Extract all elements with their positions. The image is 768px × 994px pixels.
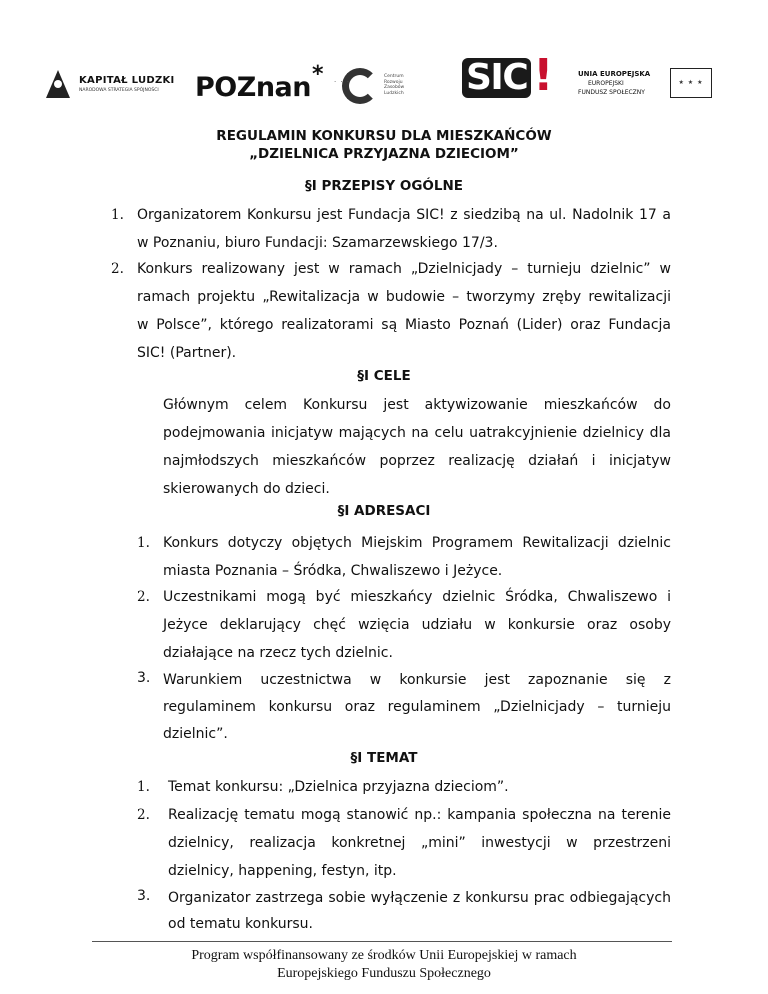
paragraph-line: najmłodszych mieszkańców poprzez realizację działań i inicjatyw (163, 453, 671, 469)
footer-divider (92, 941, 672, 942)
list-number: 3. (137, 888, 151, 904)
list-item-line: działające na rzecz tych dzielnic. (163, 645, 393, 661)
eu-logo: UNIA EUROPEJSKA EUROPEJSKI FUNDUSZ SPOŁECZNY ★ ★ ★ (578, 70, 708, 106)
list-item-line: Realizację tematu mogą stanowić np.: kampania społeczna na terenie (168, 807, 671, 823)
paragraph-line: Głównym celem Konkursu jest aktywizowanie mieszkańców do (163, 397, 671, 413)
eu-flag-icon: ★ ★ ★ (670, 68, 712, 98)
list-item-line: SIC! (Partner). (137, 345, 237, 361)
list-item-line: Uczestnikami mogą być mieszkańcy dzielnic Śródka, Chwaliszewo i (163, 589, 671, 605)
document-title-line2: „DZIELNICA PRZYJAZNA DZIECIOM” (249, 146, 519, 162)
list-item-line: Konkurs dotyczy objętych Miejskim Programem Rewitalizacji dzielnic (163, 535, 671, 551)
list-number: 1. (111, 207, 124, 223)
list-item-line: dzielnicy, happening, festyn, itp. (168, 863, 397, 879)
list-item-line: Temat konkursu: „Dzielnica przyjazna dzieciom”. (168, 779, 509, 795)
list-item-line: regulaminem konkursu oraz regulaminem „Dzielnicjady – turnieju (163, 699, 671, 715)
section-heading-adresaci: §I ADRESACI (337, 503, 431, 519)
list-item-line: dzielnicy, realizacja konkretnej „mini” inwestycji w przestrzeni (168, 835, 671, 851)
list-item-line: Warunkiem uczestnictwa w konkursie jest zapoznanie się z (163, 672, 671, 688)
list-number: 2. (137, 589, 150, 605)
kapital-ludzki-logo: KAPITAŁ LUDZKI NARODOWA STRATEGIA SPÓJNOŚCI (43, 56, 183, 112)
list-number: 2. (111, 261, 124, 277)
section-heading-cele: §I CELE (357, 368, 411, 384)
poznan-logo: POZnan * (195, 62, 324, 103)
list-item-line: od tematu konkursu. (168, 916, 314, 932)
sic-logo: SIC ! (462, 54, 553, 98)
paragraph-line: podejmowania inicjatyw mających na celu uatrakcyjnienie dzielnicy dla (163, 425, 671, 441)
list-item-line: w Polsce”, którego realizatorami są Miasto Poznań (Lider) oraz Fundacja (137, 317, 671, 333)
list-number: 1. (137, 535, 150, 551)
list-item-line: Konkurs realizowany jest w ramach „Dzielnicjady – turnieju dzielnic” w (137, 261, 671, 277)
crzl-logo: · · · Centrum Rozwoju Zasobów Ludzkich (330, 50, 418, 116)
list-item-line: ramach projektu „Rewitalizacja w budowie – tworzymy zręby rewitalizacji (137, 289, 671, 305)
kapital-ludzki-icon (43, 66, 73, 102)
list-item-line: miasta Poznania – Śródka, Chwaliszewo i Jeżyce. (163, 563, 503, 579)
section-heading-temat: §I TEMAT (350, 750, 418, 766)
list-number: 2. (137, 807, 150, 823)
logo-bar (0, 40, 768, 120)
crzl-ring-icon (342, 68, 378, 104)
document-title-line1: REGULAMIN KONKURSU DLA MIESZKAŃCÓW (216, 128, 552, 144)
list-number: 3. (137, 670, 151, 686)
list-item-line: w Poznaniu, biuro Fundacji: Szamarzewskiego 17/3. (137, 235, 498, 251)
footer-line1: Program współfinansowany ze środków Unii Europejskiej w ramach (191, 948, 577, 963)
poznan-star-icon: * (311, 62, 324, 87)
list-item-line: Organizatorem Konkursu jest Fundacja SIC! z siedzibą na ul. Nadolnik 17 a (137, 207, 671, 223)
sic-exclamation-icon: ! (533, 50, 554, 101)
list-number: 1. (137, 779, 150, 795)
list-item-line: dzielnic”. (163, 726, 228, 742)
list-item-line: Organizator zastrzega sobie wyłączenie z konkursu prac odbiegających (168, 890, 671, 906)
footer-line2: Europejskiego Funduszu Społecznego (277, 966, 491, 981)
section-heading-przepisy: §I PRZEPISY OGÓLNE (304, 178, 464, 194)
paragraph-line: skierowanych do dzieci. (163, 481, 330, 497)
list-item-line: Jeżyce deklarujący chęć wzięcia udziału w konkursie oraz osoby (163, 617, 671, 633)
